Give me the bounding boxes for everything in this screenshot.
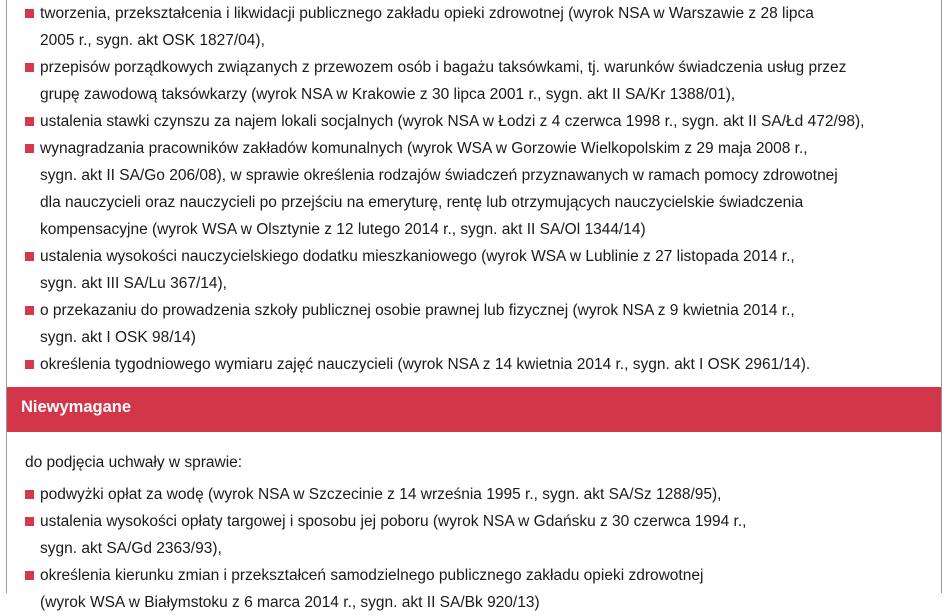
- section-header-band: [7, 387, 941, 432]
- list-item: [25, 243, 933, 297]
- item-text: wynagradzania pracowników zakładów komunalnych (wyrok WSA w Gorzowie Wielkopolskim z 29 maja 2008 r.,: [40, 140, 808, 157]
- item-text-continued: (wyrok WSA w Białymstoku z 6 marca 2014 r., sygn. akt II SA/Bk 920/13): [40, 594, 540, 611]
- list-item: [25, 562, 933, 616]
- section-title: Niewymagane: [21, 398, 132, 416]
- item-text-continued: dla nauczycieli oraz nauczycieli po przejściu na emeryturę, rentę lub otrzymujących nauczycielskie świadczenia: [40, 194, 804, 211]
- item-text: określenia tygodniowego wymiaru zajęć nauczycieli (wyrok NSA z 14 kwietnia 2014 r., sygn. akt I OSK 2961/14).: [40, 356, 811, 373]
- bullet-square-icon: [25, 360, 34, 369]
- bullet-square-icon: [25, 144, 34, 153]
- bullet-square-icon: [25, 490, 34, 499]
- document-frame: [6, 0, 942, 611]
- item-text: o przekazaniu do prowadzenia szkoły publicznej osobie prawnej lub fizycznej (wyrok NSA z 9 kwietnia 2014 r.,: [40, 302, 795, 319]
- item-text: ustalenia wysokości nauczycielskiego dodatku mieszkaniowego (wyrok WSA w Lublinie z 27 listopada 2014 r.,: [40, 248, 795, 265]
- item-text-continued: 2005 r., sygn. akt OSK 1827/04),: [40, 32, 265, 49]
- list-item: [25, 297, 933, 351]
- list-item: [25, 508, 933, 562]
- item-text-continued: sygn. akt SA/Gd 2363/93),: [40, 540, 222, 557]
- item-text: podwyżki opłat za wodę (wyrok NSA w Szczecinie z 14 września 1995 r., sygn. akt SA/Sz 1288/95),: [40, 486, 722, 503]
- item-text-continued: grupę zawodową taksówkarzy (wyrok NSA w Krakowie z 30 lipca 2001 r., sygn. akt II SA/Kr 1388/01),: [40, 86, 736, 103]
- item-text-continued: sygn. akt II SA/Go 206/08), w sprawie określenia rodzajów świadczeń przyznawanych w ramach pomocy zdrowotnej: [40, 167, 838, 184]
- bullet-square-icon: [25, 517, 34, 526]
- list-item: [25, 54, 933, 108]
- not-required-list: [25, 481, 933, 616]
- bullet-square-icon: [25, 117, 34, 126]
- item-text: ustalenia stawki czynszu za najem lokali socjalnych (wyrok NSA w Łodzi z 4 czerwca 1998 r., sygn. akt II SA/Łd 472/98),: [40, 113, 865, 130]
- item-text: tworzenia, przekształcenia i likwidacji publicznego zakładu opieki zdrowotnej (wyrok NSA w Warszawie z 28 lipca: [40, 5, 814, 22]
- list-item: [25, 351, 933, 378]
- item-text: ustalenia wysokości opłaty targowej i sposobu jej poboru (wyrok NSA w Gdańsku z 30 czerwca 1994 r.,: [40, 513, 747, 530]
- bullet-square-icon: [25, 571, 34, 580]
- item-text-continued: kompensacyjne (wyrok WSA w Olsztynie z 12 lutego 2014 r., sygn. akt II SA/Ol 1344/14): [40, 221, 646, 238]
- bullet-square-icon: [25, 9, 34, 18]
- item-text-continued: sygn. akt III SA/Lu 367/14),: [40, 275, 227, 292]
- bullet-square-icon: [25, 306, 34, 315]
- list-item: [25, 108, 933, 135]
- required-list: [25, 0, 933, 378]
- bullet-square-icon: [25, 63, 34, 72]
- list-item: [25, 481, 933, 508]
- item-text: przepisów porządkowych związanych z przewozem osób i bagażu taksówkami, tj. warunków świadczenia usług przez: [40, 59, 847, 76]
- item-text: określenia kierunku zmian i przekształceń samodzielnego publicznego zakładu opieki zdrowotnej: [40, 567, 704, 584]
- list-item: [25, 135, 933, 243]
- list-item: [25, 0, 933, 54]
- section-intro: do podjęcia uchwały w sprawie:: [25, 454, 243, 471]
- item-text-continued: sygn. akt I OSK 98/14): [40, 329, 196, 346]
- bullet-square-icon: [25, 252, 34, 261]
